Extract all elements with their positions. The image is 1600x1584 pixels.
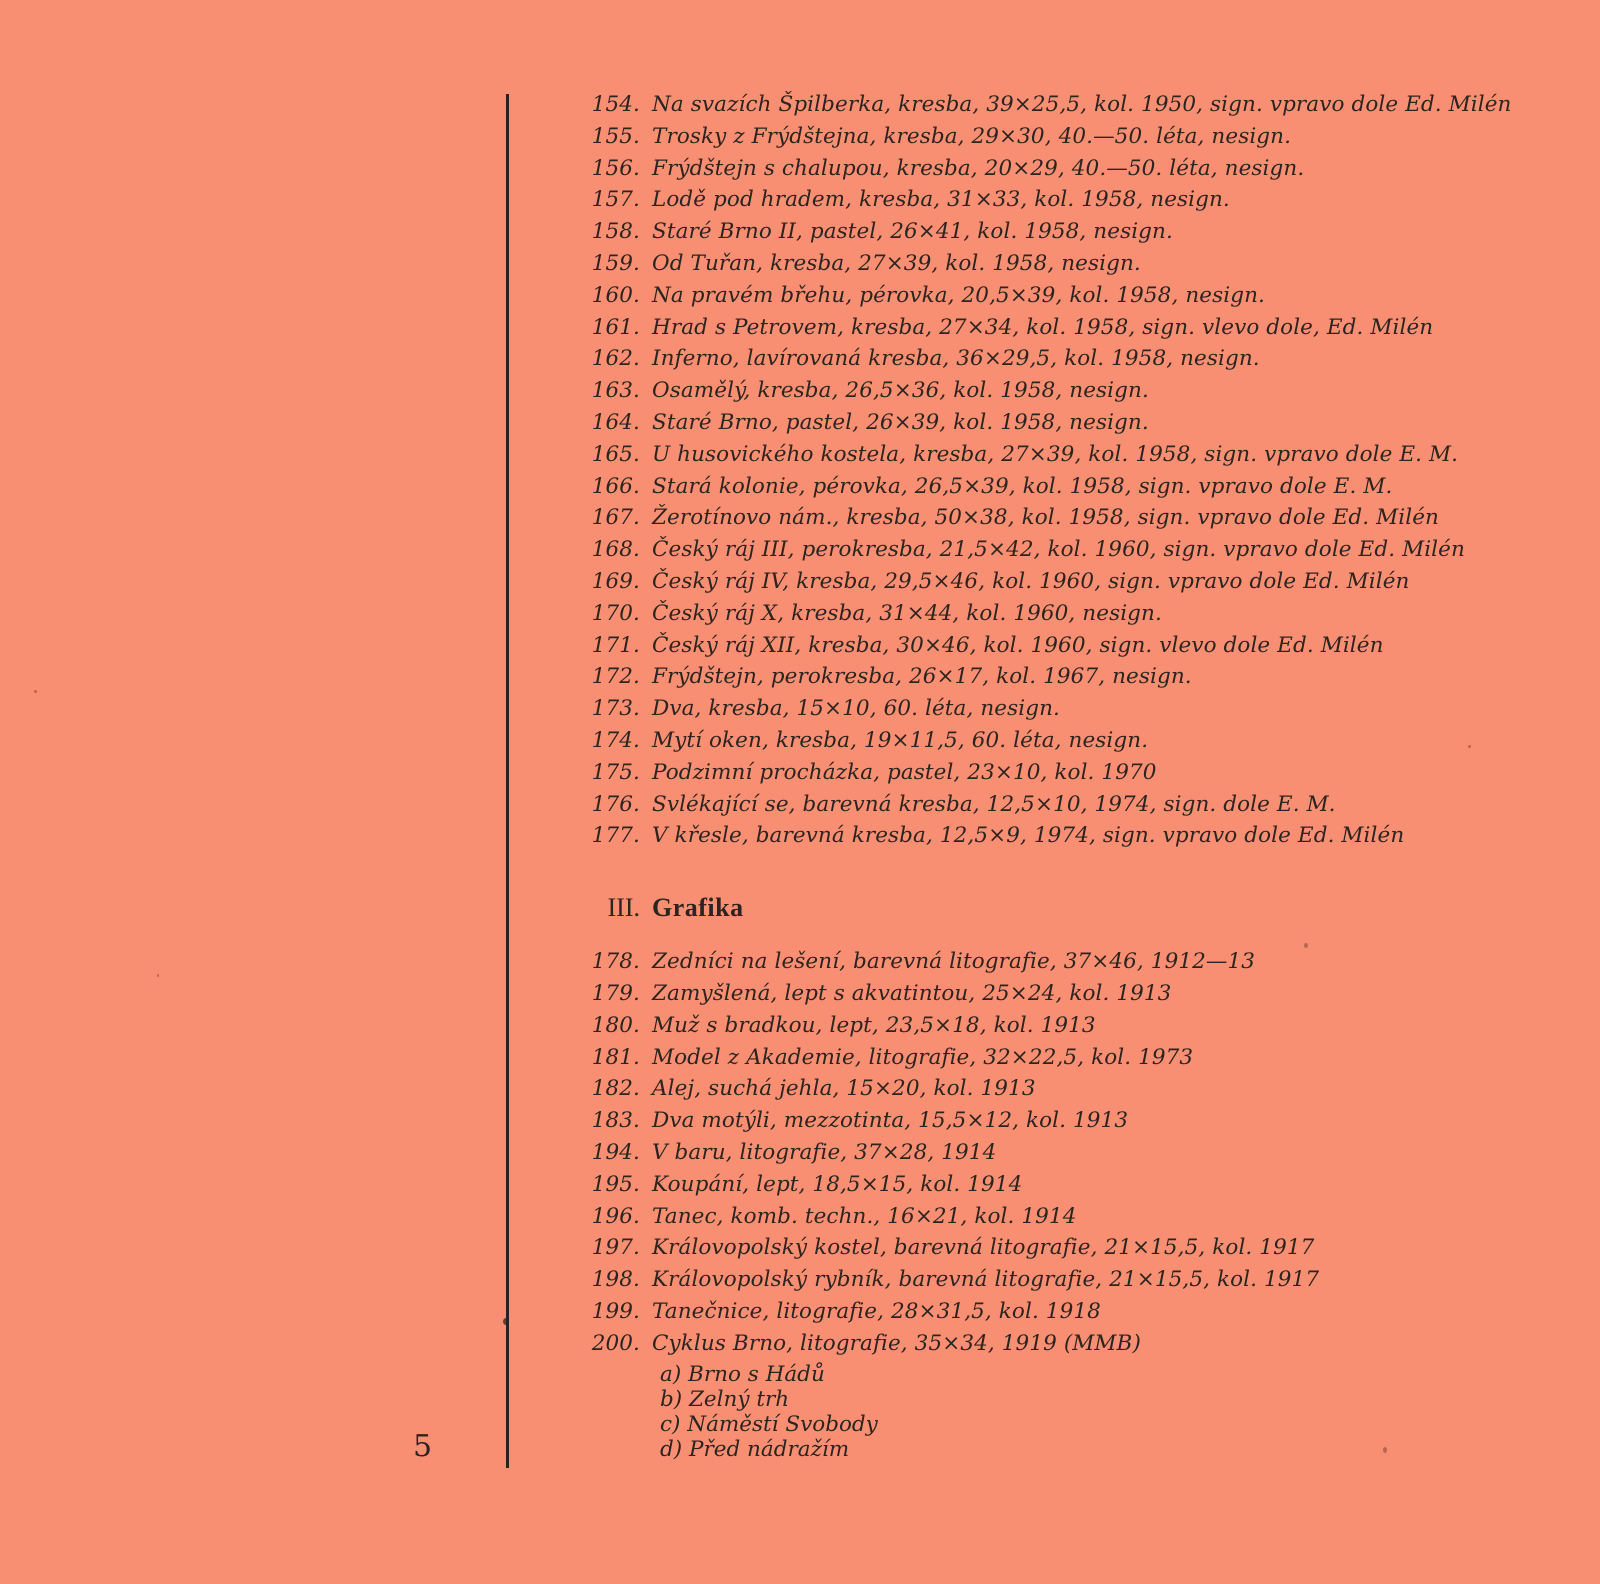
catalog-entry <box>570 1013 1580 1045</box>
entry-text: Od Tuřan, kresba, 27×39, kol. 1958, nesign. <box>652 250 1141 276</box>
entry-text: Mytí oken, kresba, 19×11,5, 60. léta, nesign. <box>652 727 1149 753</box>
catalog-entry <box>570 981 1580 1013</box>
entry-number: 195. <box>591 1171 640 1197</box>
catalog-entry <box>570 949 1580 981</box>
catalog-entry <box>570 537 1580 569</box>
entry-text: Dva, kresba, 15×10, 60. léta, nesign. <box>652 696 1060 722</box>
entry-number: 154. <box>591 92 640 117</box>
entry-text: Cyklus Brno, litografie, 35×34, 1919 (MMB) <box>652 1330 1141 1356</box>
section-number: III. <box>607 893 640 923</box>
entry-text: Český ráj IV, kresba, 29,5×46, kol. 1960, sign. vpravo dole Ed. Milén <box>652 568 1410 594</box>
catalog-entry <box>570 474 1580 506</box>
entry-text: V křesle, barevná kresba, 12,5×9, 1974, sign. vpravo dole Ed. Milén <box>652 823 1405 849</box>
entry-text: V baru, litografie, 37×28, 1914 <box>652 1139 997 1165</box>
entry-number: 198. <box>591 1267 640 1293</box>
entry-text: Žerotínovo nám., kresba, 50×38, kol. 1958, sign. vpravo dole Ed. Milén <box>652 505 1440 531</box>
entry-number: 166. <box>591 473 640 499</box>
entry-number: 175. <box>591 759 640 785</box>
catalog-entry <box>570 219 1580 251</box>
catalog-entry <box>570 601 1580 633</box>
entry-text: Na svazích Špilberka, kresba, 39×25,5, kol. 1950, sign. vpravo dole Ed. Milén <box>652 92 1512 117</box>
entry-number: 181. <box>591 1044 640 1070</box>
entry-text: Zedníci na lešení, barevná litografie, 37×46, 1912—13 <box>652 949 1256 975</box>
catalog-entry <box>570 792 1580 824</box>
entry-number: 196. <box>591 1203 640 1229</box>
catalog-entry <box>570 187 1580 219</box>
catalog-entry <box>570 442 1580 474</box>
section-heading <box>570 893 1580 923</box>
catalog-entry <box>570 760 1580 792</box>
catalog-entry <box>570 1076 1580 1108</box>
catalog-entry <box>570 1331 1580 1363</box>
catalog-entry <box>570 283 1580 315</box>
entry-number: 172. <box>591 664 640 690</box>
entry-text: Podzimní procházka, pastel, 23×10, kol. 1970 <box>652 759 1157 785</box>
entry-text: Tanečnice, litografie, 28×31,5, kol. 1918 <box>652 1298 1101 1324</box>
cycle-subitems <box>570 1362 1580 1462</box>
entry-text: Dva motýli, mezzotinta, 15,5×12, kol. 1913 <box>652 1108 1129 1134</box>
entry-number: 174. <box>591 727 640 753</box>
paper-speckle <box>157 974 159 977</box>
entry-text: Staré Brno II, pastel, 26×41, kol. 1958, nesign. <box>652 219 1173 245</box>
section-title: Grafika <box>652 893 744 923</box>
entry-text: Alej, suchá jehla, 15×20, kol. 1913 <box>652 1076 1036 1102</box>
entry-number: 171. <box>591 632 640 658</box>
catalog-entry <box>570 1108 1580 1140</box>
entry-number: 164. <box>591 409 640 435</box>
entry-text: Tanec, komb. techn., 16×21, kol. 1914 <box>652 1203 1077 1229</box>
catalog-entry <box>570 823 1580 855</box>
catalog-entry <box>570 251 1580 283</box>
catalog-entry <box>570 378 1580 410</box>
catalog-entry <box>570 1045 1580 1077</box>
entry-number: 180. <box>591 1012 640 1038</box>
vertical-rule <box>506 94 509 1468</box>
entry-number: 177. <box>591 823 640 849</box>
catalog-entry <box>570 1299 1580 1331</box>
entry-text: Staré Brno, pastel, 26×39, kol. 1958, nesign. <box>652 409 1149 435</box>
entry-number: 173. <box>591 696 640 722</box>
catalog-section-prints <box>570 949 1580 1362</box>
cycle-subitem: a) Brno s Hádů <box>660 1362 825 1388</box>
entry-text: Lodě pod hradem, kresba, 31×33, kol. 1958, nesign. <box>652 187 1230 213</box>
catalog-entry <box>570 1204 1580 1236</box>
entry-number: 194. <box>591 1139 640 1165</box>
entry-text: Český ráj X, kresba, 31×44, kol. 1960, nesign. <box>652 600 1162 626</box>
page-number: 5 <box>413 1429 433 1464</box>
entry-text: Královopolský rybník, barevná litografie, 21×15,5, kol. 1917 <box>652 1267 1320 1293</box>
entry-number: 155. <box>591 123 640 149</box>
catalog-entry <box>570 410 1580 442</box>
entry-text: Český ráj XII, kresba, 30×46, kol. 1960, sign. vlevo dole Ed. Milén <box>652 632 1384 658</box>
entry-number: 160. <box>591 282 640 308</box>
entry-text: Na pravém břehu, pérovka, 20,5×39, kol. 1958, nesign. <box>652 282 1265 308</box>
entry-number: 165. <box>591 441 640 467</box>
entry-number: 176. <box>591 791 640 817</box>
catalog-entry <box>570 1235 1580 1267</box>
entry-number: 159. <box>591 250 640 276</box>
entry-number: 161. <box>591 314 640 340</box>
catalog-entry <box>570 92 1580 124</box>
catalog-section-drawings <box>570 92 1580 855</box>
catalog-entry <box>570 505 1580 537</box>
catalog-entry <box>570 696 1580 728</box>
paper-speckle <box>34 690 37 693</box>
entry-text: Královopolský kostel, barevná litografie, 21×15,5, kol. 1917 <box>652 1235 1315 1261</box>
catalog-entry <box>570 633 1580 665</box>
entry-text: Muž s bradkou, lept, 23,5×18, kol. 1913 <box>652 1012 1096 1038</box>
entry-number: 156. <box>591 155 640 181</box>
catalog-entry <box>570 569 1580 601</box>
entry-number: 157. <box>591 187 640 213</box>
entry-number: 197. <box>591 1235 640 1261</box>
catalog-list <box>570 92 1580 1462</box>
catalog-entry <box>570 1267 1580 1299</box>
entry-number: 178. <box>591 949 640 975</box>
entry-text: Zamyšlená, lept s akvatintou, 25×24, kol. 1913 <box>652 980 1172 1006</box>
entry-number: 200. <box>591 1330 640 1356</box>
cycle-subitem: c) Náměstí Svobody <box>660 1412 878 1438</box>
cycle-subitem: d) Před nádražím <box>660 1437 850 1463</box>
entry-text: Model z Akademie, litografie, 32×22,5, kol. 1973 <box>652 1044 1194 1070</box>
catalog-entry <box>570 124 1580 156</box>
entry-text: Český ráj III, perokresba, 21,5×42, kol. 1960, sign. vpravo dole Ed. Milén <box>652 537 1465 563</box>
entry-text: Hrad s Petrovem, kresba, 27×34, kol. 1958, sign. vlevo dole, Ed. Milén <box>652 314 1434 340</box>
entry-number: 158. <box>591 219 640 245</box>
catalog-entry <box>570 1140 1580 1172</box>
entry-number: 199. <box>591 1298 640 1324</box>
entry-number: 182. <box>591 1076 640 1102</box>
catalog-entry <box>570 1172 1580 1204</box>
entry-number: 183. <box>591 1108 640 1134</box>
entry-text: Frýdštejn, perokresba, 26×17, kol. 1967, nesign. <box>652 664 1192 690</box>
entry-text: Inferno, lavírovaná kresba, 36×29,5, kol. 1958, nesign. <box>652 346 1260 372</box>
entry-number: 168. <box>591 537 640 563</box>
entry-text: U husovického kostela, kresba, 27×39, kol. 1958, sign. vpravo dole E. M. <box>652 441 1459 467</box>
entry-number: 179. <box>591 980 640 1006</box>
catalog-entry <box>570 728 1580 760</box>
cycle-subitem: b) Zelný trh <box>660 1387 790 1413</box>
entry-number: 163. <box>591 378 640 404</box>
entry-text: Trosky z Frýdštejna, kresba, 29×30, 40.—50. léta, nesign. <box>652 123 1292 149</box>
entry-number: 162. <box>591 346 640 372</box>
entry-text: Svlékající se, barevná kresba, 12,5×10, 1974, sign. dole E. M. <box>652 791 1336 817</box>
entry-number: 169. <box>591 568 640 594</box>
catalog-entry <box>570 346 1580 378</box>
entry-text: Osamělý, kresba, 26,5×36, kol. 1958, nesign. <box>652 378 1149 404</box>
entry-number: 170. <box>591 600 640 626</box>
entry-text: Koupání, lept, 18,5×15, kol. 1914 <box>652 1171 1023 1197</box>
entry-text: Stará kolonie, pérovka, 26,5×39, kol. 1958, sign. vpravo dole E. M. <box>652 473 1393 499</box>
entry-number: 167. <box>591 505 640 531</box>
catalog-entry <box>570 156 1580 188</box>
catalog-entry <box>570 664 1580 696</box>
entry-text: Frýdštejn s chalupou, kresba, 20×29, 40.—50. léta, nesign. <box>652 155 1305 181</box>
catalog-entry <box>570 315 1580 347</box>
